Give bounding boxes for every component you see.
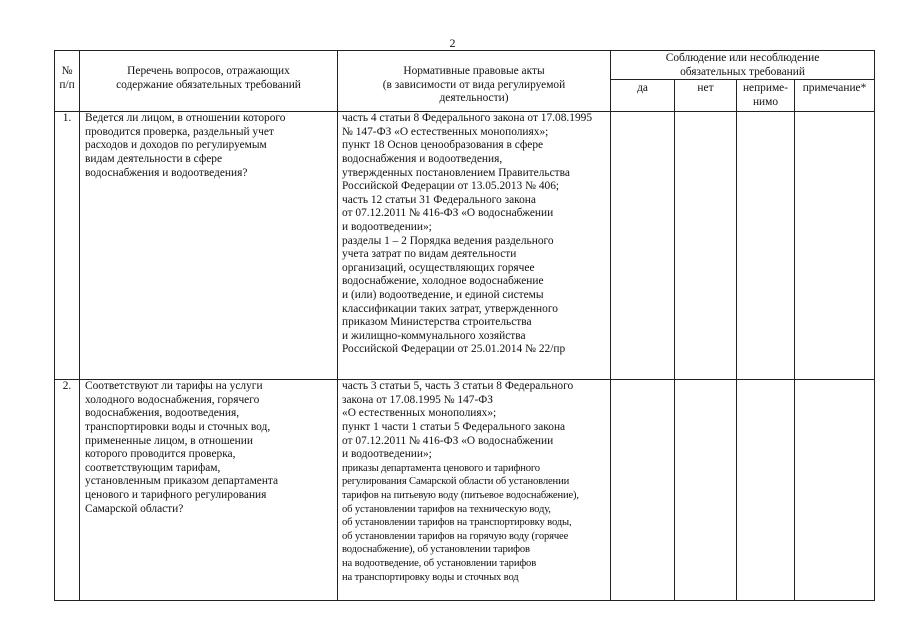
table-row [55,112,875,380]
cell-note[interactable] [795,380,875,601]
row-acts: часть 3 статьи 5, часть 3 статьи 8 Федерального закона от 17.08.1995 № 147-ФЗ «О естественных монополиях»; пункт 1 части 1 статьи 5 Федерального закона от 07.12.2011 № 416-ФЗ «О водоснабжении и водоотведении»; приказы департамента ценового и тарифного регулирования Самарской области об установлении тарифов на питьевую воду (питьевое водоснабжение), об установлении тарифов на техническую воду, об установлении тарифов на транспортировку воды, об установлении тарифов на горячую воду (горячее водоснабжение), об установлении тарифов на водоотведение, об установлении тарифов на транспортировку воды и сточных вод [338,380,611,601]
header-acts: Нормативные правовые акты (в зависимости от вида регулируемой деятельности) [338,51,611,112]
row-number: 1. [55,112,80,380]
cell-note[interactable] [795,112,875,380]
row-question: Соответствуют ли тарифы на услуги холодного водоснабжения, горячего водоснабжения, водоотведения, транспортировки воды и сточных вод, примененные лицом, в отношении которого проводится проверка, соответствующим тарифам, установленным приказом департамента ценового и тарифного регулирования Самарской области? [80,380,338,601]
cell-no[interactable] [675,380,737,601]
cell-not-applicable[interactable] [737,112,795,380]
row-acts: часть 4 статьи 8 Федерального закона от 17.08.1995 № 147-ФЗ «О естественных монополиях»; пункт 18 Основ ценообразования в сфере водоснабжения и водоотведения, утвержденных постановлением Правительства Российской Федерации от 13.05.2013 № 406; часть 12 статьи 31 Федерального закона от 07.12.2011 № 416-ФЗ «О водоснабжении и водоотведении»; разделы 1 – 2 Порядка ведения раздельного учета затрат по видам деятельности организаций, осуществляющих горячее водоснабжение, холодное водоснабжение и (или) водоотведение, и единой системы классификации таких затрат, утвержденного приказом Министерства строительства и жилищно-коммунального хозяйства Российской Федерации от 25.01.2014 № 22/пр [338,112,611,380]
requirements-table [54,50,875,601]
header-compliance: Соблюдение или несоблюдение обязательных требований [611,51,875,80]
cell-yes[interactable] [611,380,675,601]
page-number: 2 [449,36,456,50]
header-no: нет [675,80,737,112]
cell-yes[interactable] [611,112,675,380]
table-row [55,380,875,601]
header-not-applicable: неприме- нимо [737,80,795,112]
row-number: 2. [55,380,80,601]
row-question: Ведется ли лицом, в отношении которого проводится проверка, раздельный учет расходов и доходов по регулируемым видам деятельности в сфере водоснабжения и водоотведения? [80,112,338,380]
header-note: примечание* [795,80,875,112]
cell-not-applicable[interactable] [737,380,795,601]
cell-no[interactable] [675,112,737,380]
header-num: № п/п [55,51,80,112]
header-yes: да [611,80,675,112]
header-questions: Перечень вопросов, отражающих содержание обязательных требований [80,51,338,112]
